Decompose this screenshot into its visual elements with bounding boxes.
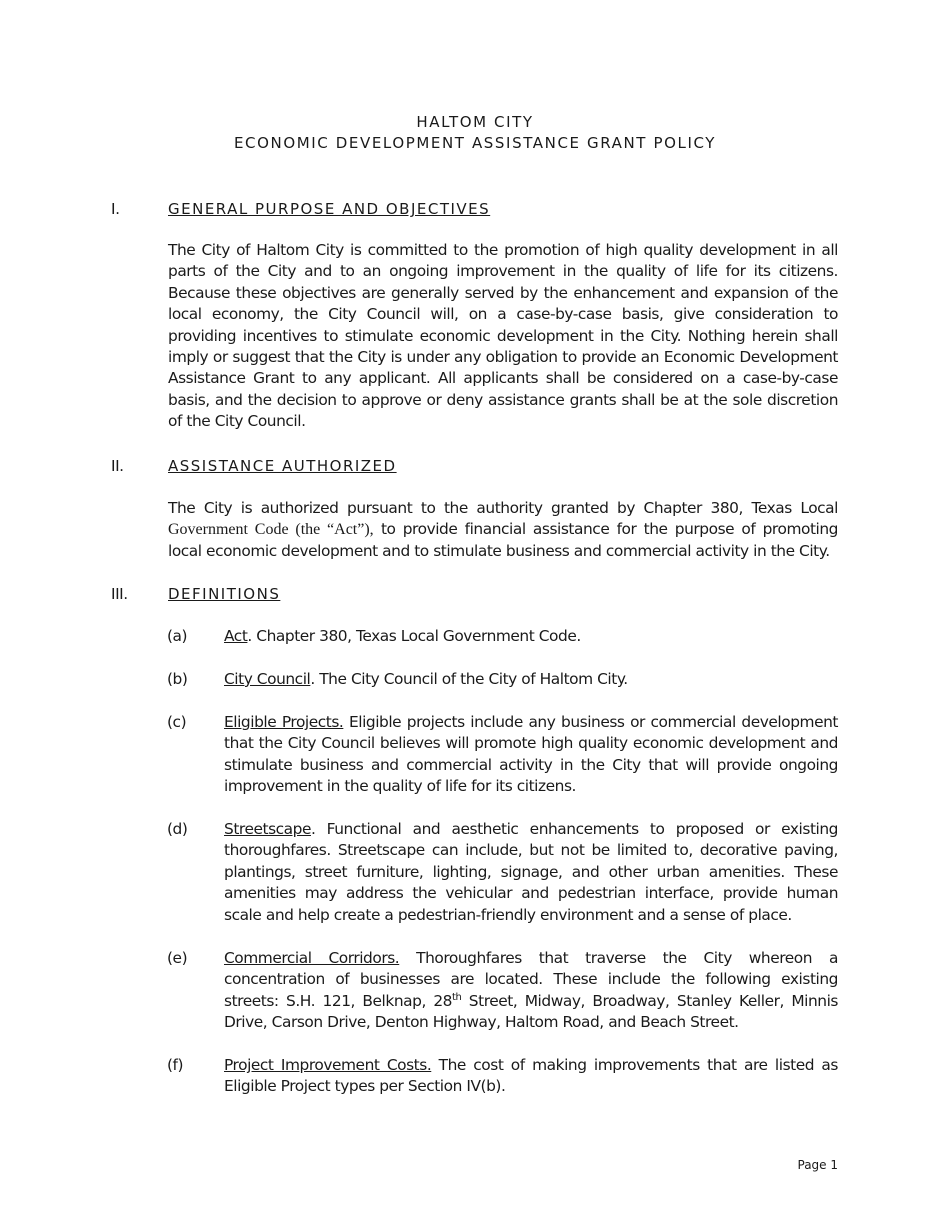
- definition-b-letter: (b): [167, 670, 188, 688]
- definition-c-text: Eligible projects include any business or commercial development that the City Council believes will promote high quality economic development and stimulate business and commercial activity in the City that will provide ongoing improvement in the quality of life for its citizens.: [224, 713, 838, 796]
- definition-b: [224, 669, 838, 690]
- definition-d-term: Streetscape: [224, 820, 311, 838]
- section-2-number: II.: [111, 457, 124, 475]
- section-2-body: [168, 498, 838, 562]
- definition-c-term: Eligible Projects.: [224, 713, 344, 731]
- section-3-heading: DEFINITIONS: [168, 585, 281, 603]
- section-2-body-part1: The City is authorized pursuant to the authority granted by Chapter 380, Texas Local: [168, 499, 838, 517]
- definition-a-letter: (a): [167, 627, 188, 645]
- definition-b-term: City Council: [224, 670, 311, 688]
- section-1-body: The City of Haltom City is committed to the promotion of high quality development in all parts of the City and to an ongoing improvement in the quality of life for its citizens. Because these objectives are generally served by the enhancement and expansion of the local economy, the City Council will, on a case-by-case basis, give consideration to providing incentives to stimulate economic development in the City. Nothing herein shall imply or suggest that the City is under any obligation to provide an Economic Development Assistance Grant to any applicant. All applicants shall be considered on a case-by-case basis, and the decision to approve or deny assistance grants shall be at the sole discretion of the City Council.: [168, 241, 838, 431]
- section-1-heading: GENERAL PURPOSE AND OBJECTIVES: [168, 200, 491, 218]
- definition-f-letter: (f): [167, 1056, 184, 1074]
- section-2-body-act-reference: Government Code (the “Act”),: [168, 521, 374, 539]
- section-2-body-part3: to provide financial assistance for the purpose of promoting local economic development and to stimulate business and commercial activity in the City.: [168, 520, 838, 560]
- definition-e-superscript: th: [452, 991, 462, 1003]
- definition-d: [224, 819, 838, 926]
- section-3-number: III.: [111, 585, 128, 603]
- document-title-line1: HALTOM CITY: [416, 113, 534, 131]
- section-2-heading: ASSISTANCE AUTHORIZED: [168, 457, 397, 475]
- document-title-line2: ECONOMIC DEVELOPMENT ASSISTANCE GRANT POLICY: [233, 134, 717, 152]
- definition-e-text-b: Street, Midway, Broadway, Stanley Keller, Minnis Drive, Carson Drive, Denton Highway, Haltom Road, and Beach Street.: [224, 991, 838, 1032]
- definition-f: [224, 1055, 838, 1098]
- definition-f-term: Project Improvement Costs.: [224, 1056, 432, 1074]
- definition-a-text: . Chapter 380, Texas Local Government Code.: [247, 627, 581, 645]
- definition-f-text: The cost of making improvements that are listed as Eligible Project types per Section IV(b).: [224, 1056, 838, 1096]
- page-number: Page 1: [797, 1158, 838, 1172]
- definition-e-text-a: Thoroughfares that traverse the City whereon a concentration of businesses are located. These include the following existing streets: S.H. 121, Belknap, 28: [224, 949, 838, 1010]
- section-1-number: I.: [111, 200, 120, 218]
- definition-d-text: . Functional and aesthetic enhancements to proposed or existing thoroughfares. Streetscape can include, but not be limited to, decorative paving, plantings, street furniture, lighting, signage, and other urban amenities. These amenities may address the vehicular and pedestrian interface, provide human scale and help create a pedestrian-friendly environment and a sense of place.: [224, 820, 838, 924]
- definition-a-term: Act: [224, 627, 248, 645]
- definition-c-letter: (c): [167, 713, 187, 731]
- definition-e-term: Commercial Corridors.: [224, 949, 400, 967]
- definition-b-text: . The City Council of the City of Haltom City.: [310, 670, 628, 688]
- definition-e-letter: (e): [167, 949, 188, 967]
- definition-a: [224, 626, 838, 647]
- definition-d-letter: (d): [167, 820, 188, 838]
- definition-c: [224, 712, 838, 798]
- definition-e: [224, 948, 838, 1034]
